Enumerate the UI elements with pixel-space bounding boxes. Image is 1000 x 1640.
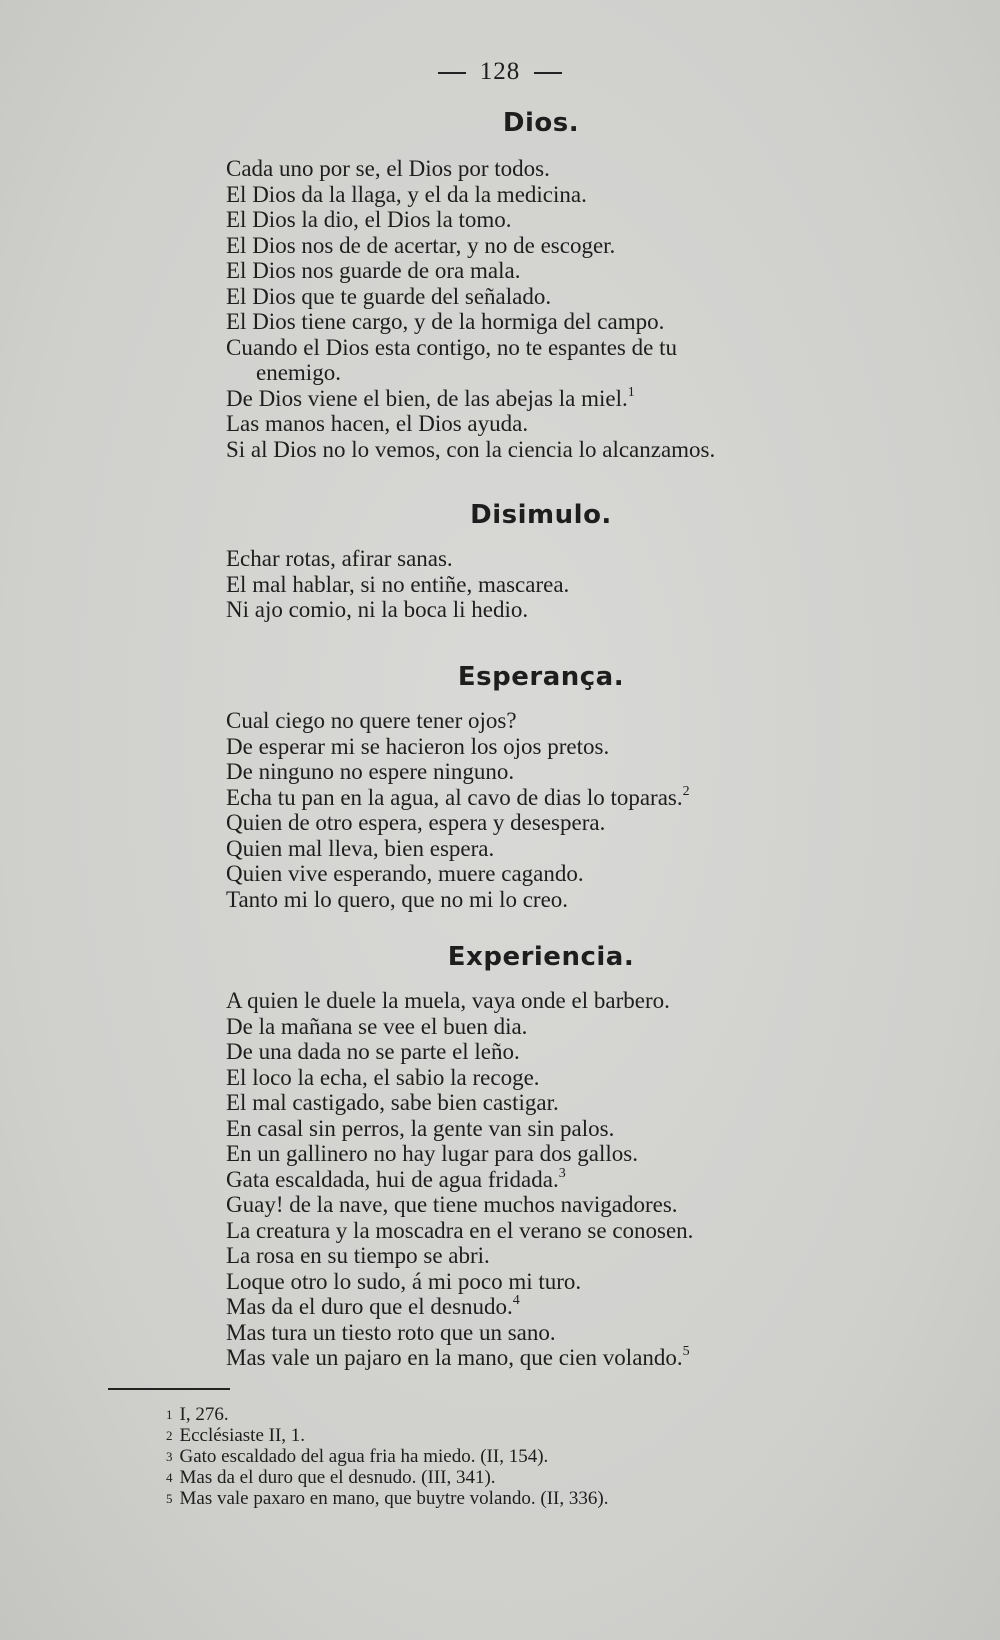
proverb-text: Quien mal lleva, bien espera. <box>226 835 495 861</box>
footnote-text: Ecclésiaste II, 1. <box>179 1425 306 1446</box>
proverb-line <box>226 258 856 284</box>
proverb-line <box>226 1039 856 1065</box>
proverb-text: La rosa en su tiempo se abri. <box>226 1243 490 1268</box>
proverb-text: Quien vive esperando, muere cagando. <box>226 861 584 886</box>
footnotes <box>166 1404 608 1509</box>
footnote-rule <box>108 1388 230 1390</box>
proverb-text: Mas da el duro que el desnudo. <box>226 1294 513 1319</box>
proverb-line <box>226 734 856 760</box>
proverb-line <box>226 284 856 310</box>
footnote-text: Mas vale paxaro en mano, que buytre volando. (II, 336). <box>179 1488 609 1509</box>
proverb-line <box>226 861 856 887</box>
proverb-list <box>226 708 856 912</box>
section-title: Dios. <box>502 108 580 138</box>
footnote <box>166 1488 608 1509</box>
dash-left <box>438 72 466 74</box>
footnote-marker[interactable]: 4 <box>512 1293 520 1308</box>
proverb-text: Cual ciego no quere tener ojos? <box>226 708 517 733</box>
proverb-text: Cuando el Dios esta contigo, no te espantes de tu <box>226 334 677 360</box>
proverb-line <box>226 1141 856 1167</box>
proverb-text: El Dios da la llaga, y el da la medicina. <box>226 181 587 207</box>
proverb-text: El mal hablar, si no entiñe, mascarea. <box>226 571 570 597</box>
section-esperanca <box>226 662 856 912</box>
proverb-text: Mas vale un pajaro en la mano, que cien volando. <box>226 1345 683 1370</box>
proverb-line <box>226 597 856 623</box>
footnote <box>166 1467 608 1488</box>
proverb-text: De ninguno no espere ninguno. <box>226 759 515 784</box>
section-title: Esperança. <box>457 662 625 692</box>
proverb-line <box>226 546 856 572</box>
proverb-line <box>226 1218 856 1244</box>
footnote-marker[interactable]: 3 <box>558 1165 566 1181</box>
proverb-text: Gata escaldada, hui de agua fridada. <box>226 1166 559 1192</box>
dash-right <box>534 72 562 74</box>
proverb-line <box>226 785 856 811</box>
proverb-line <box>226 988 856 1014</box>
proverb-text: Las manos hacen, el Dios ayuda. <box>226 411 529 436</box>
proverb-line <box>226 360 856 386</box>
proverb-line <box>226 1167 856 1193</box>
footnote-number: 1 <box>166 1407 173 1422</box>
section-disimulo <box>226 500 856 623</box>
page-number-header <box>0 58 1000 86</box>
proverb-text: La creatura y la moscadra en el verano se conosen. <box>226 1217 694 1243</box>
proverb-line <box>226 836 856 862</box>
proverb-text: Echa tu pan en la agua, al cavo de dias lo toparas. <box>226 784 683 810</box>
footnote-marker[interactable]: 1 <box>627 384 635 400</box>
proverb-text: A quien le duele la muela, vaya onde el barbero. <box>226 988 670 1013</box>
footnote-number: 4 <box>166 1470 173 1485</box>
proverb-line <box>226 572 856 598</box>
proverb-text: El Dios la dio, el Dios la tomo. <box>226 207 512 232</box>
proverb-line <box>226 386 856 412</box>
proverb-text: Quien de otro espera, espera y desespera. <box>226 810 606 835</box>
section-title: Experiencia. <box>447 942 635 972</box>
proverb-line <box>226 1116 856 1142</box>
proverb-line <box>226 810 856 836</box>
proverb-line <box>226 1269 856 1295</box>
proverb-text: El Dios que te guarde del señalado. <box>226 283 552 309</box>
footnote-number: 2 <box>166 1428 173 1443</box>
proverb-list <box>226 988 856 1371</box>
proverb-line <box>226 1243 856 1269</box>
proverb-text: De una dada no se parte el leño. <box>226 1039 520 1064</box>
proverb-line <box>226 1014 856 1040</box>
proverb-line <box>226 759 856 785</box>
proverb-text: Ni ajo comio, ni la boca li hedio. <box>226 597 529 622</box>
footnote <box>166 1404 608 1425</box>
section-title: Disimulo. <box>470 500 612 530</box>
footnote-text: Mas da el duro que el desnudo. (III, 341). <box>179 1467 496 1488</box>
proverb-text: Si al Dios no lo vemos, con la ciencia lo alcanzamos. <box>226 436 716 462</box>
proverb-line <box>226 182 856 208</box>
proverb-text: Echar rotas, afirar sanas. <box>226 546 453 571</box>
footnote <box>166 1425 608 1446</box>
footnote-marker[interactable]: 5 <box>682 1344 690 1359</box>
proverb-list <box>226 546 856 623</box>
section-experiencia <box>226 942 856 1371</box>
proverb-text: En un gallinero no hay lugar para dos gallos. <box>226 1141 638 1166</box>
proverb-line <box>226 309 856 335</box>
footnote-text: I, 276. <box>179 1404 229 1425</box>
footnote-number: 3 <box>166 1449 173 1464</box>
proverb-line <box>226 1320 856 1346</box>
proverb-line <box>226 156 856 182</box>
section-dios <box>226 108 856 462</box>
proverb-text: Mas tura un tiesto roto que un sano. <box>226 1319 556 1345</box>
proverb-line <box>226 1065 856 1091</box>
proverb-text: De Dios viene el bien, de las abejas la miel. <box>226 385 628 411</box>
proverb-text: Guay! de la nave, que tiene muchos navigadores. <box>226 1192 678 1217</box>
proverb-line <box>226 335 856 361</box>
footnote-number: 5 <box>166 1491 173 1506</box>
proverb-text: Tanto mi lo quero, que no mi lo creo. <box>226 886 569 912</box>
proverb-line <box>226 437 856 463</box>
proverb-text: El mal castigado, sabe bien castigar. <box>226 1090 559 1115</box>
proverb-line <box>226 411 856 437</box>
proverb-text: El loco la echa, el sabio la recoge. <box>226 1064 540 1090</box>
footnote <box>166 1446 608 1467</box>
proverb-line <box>226 1192 856 1218</box>
proverb-text: Cada uno por se, el Dios por todos. <box>226 156 550 181</box>
proverb-text: De esperar mi se hacieron los ojos pretos. <box>226 733 610 759</box>
footnote-marker[interactable]: 2 <box>682 783 690 799</box>
proverb-line <box>226 887 856 913</box>
proverb-line <box>226 708 856 734</box>
page-number: 128 <box>479 58 521 85</box>
proverb-text: De la mañana se vee el buen dia. <box>226 1013 528 1039</box>
proverb-text: El Dios tiene cargo, y de la hormiga del campo. <box>226 309 665 334</box>
proverb-text: Loque otro lo sudo, á mi poco mi turo. <box>226 1268 582 1294</box>
proverb-line <box>226 1345 856 1371</box>
proverb-text: El Dios nos de de acertar, y no de escoger. <box>226 232 616 258</box>
proverb-text: En casal sin perros, la gente van sin palos. <box>226 1115 615 1141</box>
proverb-line <box>226 1090 856 1116</box>
proverb-line <box>226 1294 856 1320</box>
proverb-text: El Dios nos guarde de ora mala. <box>226 258 521 283</box>
proverb-text: enemigo. <box>256 360 341 385</box>
footnote-text: Gato escaldado del agua fria ha miedo. (II, 154). <box>179 1446 549 1467</box>
proverb-line <box>226 207 856 233</box>
proverb-line <box>226 233 856 259</box>
proverb-list <box>226 156 856 462</box>
